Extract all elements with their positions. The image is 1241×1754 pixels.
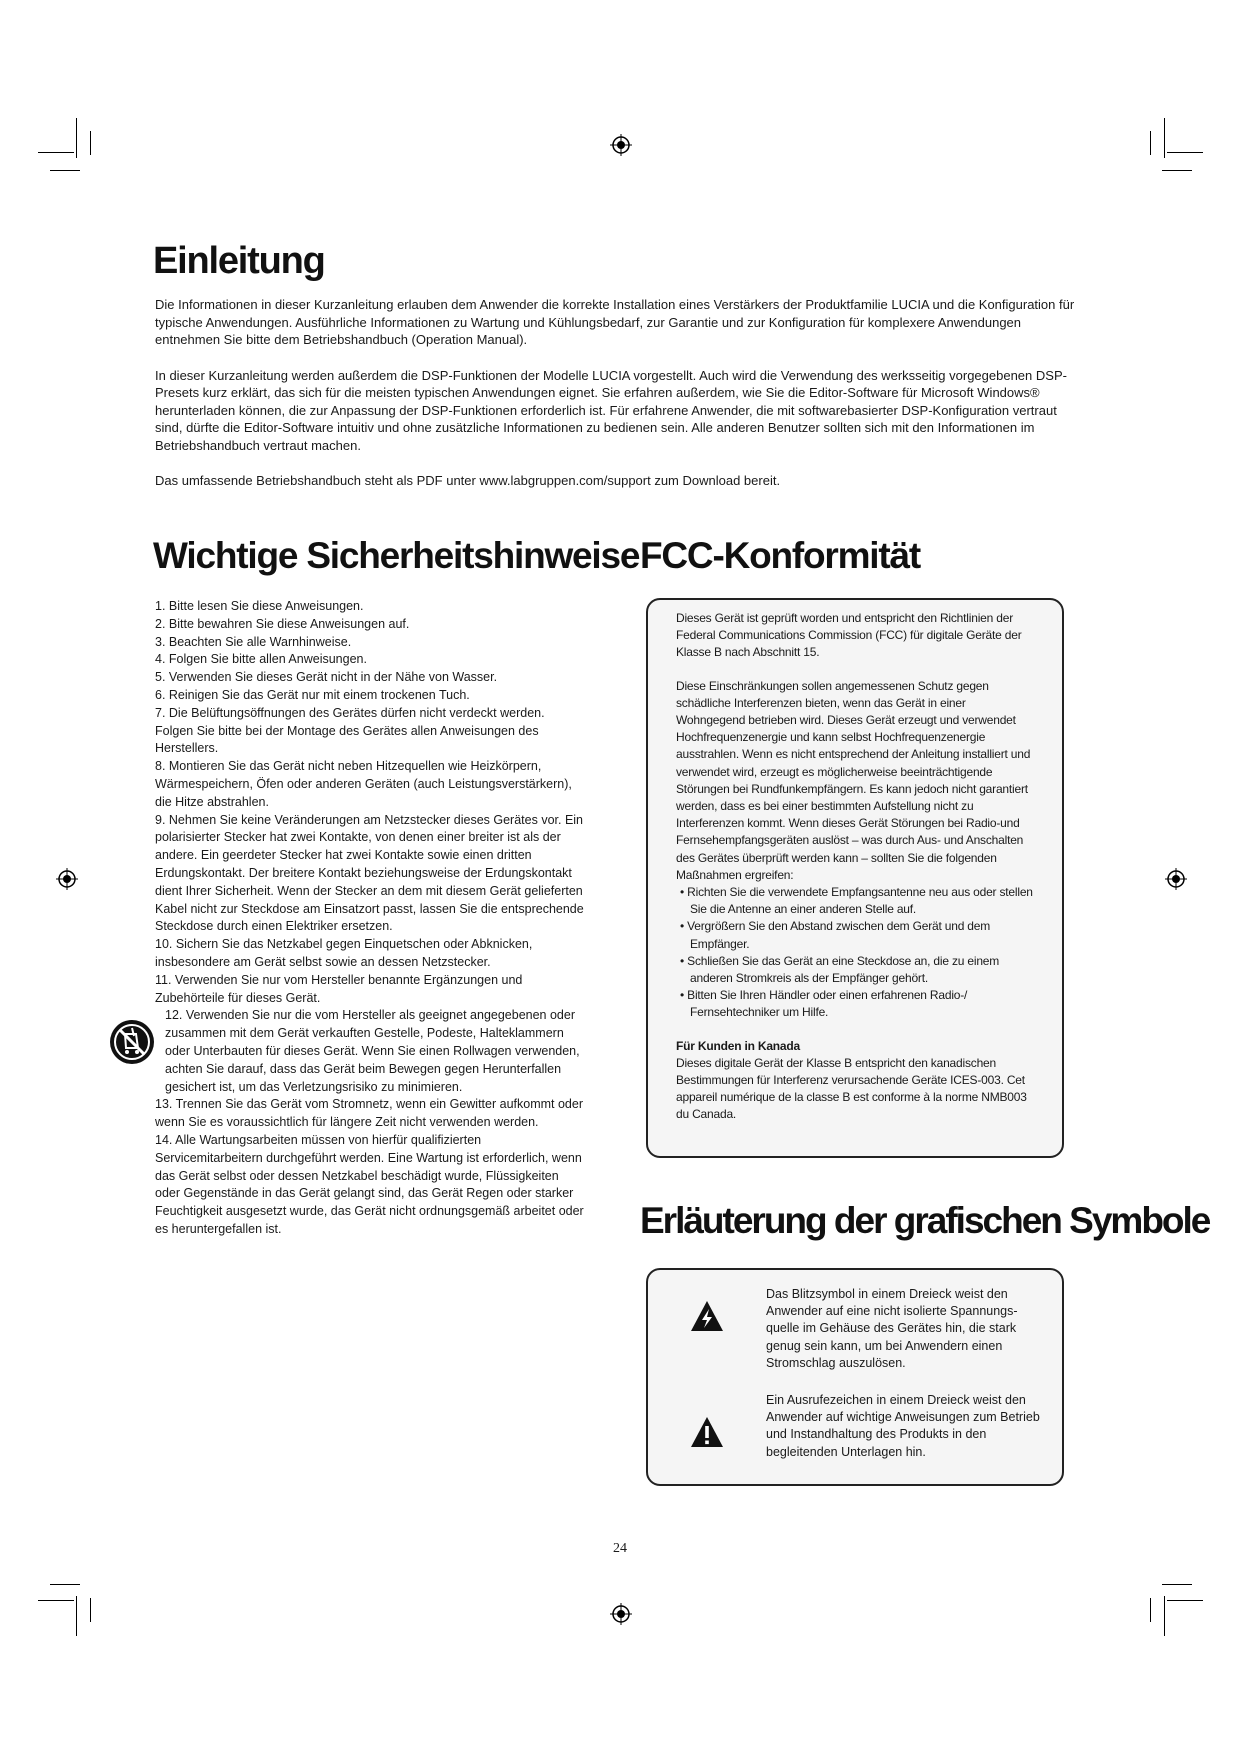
cart-warning-icon (108, 1018, 156, 1066)
safety-item: 13. Trennen Sie das Gerät vom Stromnetz, wenn ein Gewitter aufkommt oder wenn Sie es voraussichtlich für längere Zeit nicht verwenden werden. (155, 1097, 583, 1130)
exclamation-description: Ein Ausrufezeichen in einem Dreieck weist den Anwender auf wichtige Anweisungen zum Betrieb und Instandhaltung des Produkts in den begleitenden Unterlagen hin. (766, 1393, 1040, 1459)
lightning-description: Das Blitzsymbol in einem Dreieck weist den Anwender auf eine nicht isolierte Spannungs-quelle im Gehäuse des Gerätes hin, die stark genug sein kann, um bei Anwendern einen Stromschlag auszulösen. (766, 1287, 1018, 1370)
safety-item: 14. Alle Wartungsarbeiten müssen von hierfür qualifizierten Servicemitarbeitern durchgeführt werden. Eine Wartung ist erforderlich, wenn das Gerät selbst oder dessen Netzkabel beschädigt wurde, Flüssigkeiten oder Gegenstände in das Gerät gelangt sind, das Gerät Regen oder starker Feuchtigkeit ausgesetzt wurde, das Gerät nicht ordnungsgemäß arbeitet oder es heruntergefallen ist. (155, 1132, 584, 1236)
fcc-bullet: • Vergrößern Sie den Abstand zwischen dem Gerät und dem Empfänger. (676, 918, 1036, 952)
safety-item: 12. Verwenden Sie nur die vom Hersteller als geeignet angegebenen oder zusammen mit dem Gerät verkauften Gestelle, Podeste, Halteklammern oder Unterbauten für dieses Gerät. Wenn Sie einen Rollwagen verwenden, achten Sie darauf, dass das Gerät beim Bewegen gegen Herunterfallen gesichert ist, um das Verletzungsrisiko zu minimieren. (165, 1008, 580, 1094)
fcc-bullet-list (676, 884, 1036, 1022)
symbols-heading: Erläuterung der grafischen Symbole (640, 1200, 1210, 1241)
fcc-bullet: • Richten Sie die verwendete Empfangsantenne neu aus oder stellen Sie die Antenne an einer anderen Stelle auf. (676, 884, 1036, 918)
fcc-bullet: • Schließen Sie das Gerät an eine Steckdose an, die zu einem anderen Stromkreis als der Empfänger gehört. (676, 953, 1036, 987)
fcc-paragraph: Diese Einschränkungen sollen angemessenen Schutz gegen schädliche Interferenzen bieten, wenn das Gerät in einer Wohngegend betrieben wird. Dieses Gerät erzeugt und verwendet Hochfrequenzenergie und kann selbst Hochfrequenzenergie ausstrahlen. Wenn es nicht entsprechend der Anleitung installiert und verwendet wird, erzeugt es möglicherweise beeinträchtigende Störungen bei Rundfunkempfängern. Es kann jedoch nicht garantiert werden, dass es bei einer bestimmten Aufstellung nicht zu Interferenzen kommt. Wenn dieses Gerät Störungen bei Radio-und Fernsehempfangsgeräten auslöst – was durch Aus- und Anschalten des Gerätes überprüft werden kann – sollten Sie die folgenden Maßnahmen ergreifen: (676, 678, 1031, 882)
canada-heading: Für Kunden in Kanada (676, 1038, 801, 1053)
fcc-paragraph: Dieses Gerät ist geprüft worden und entspricht den Richtlinien der Federal Communications Commission (FCC) für digitale Geräte der Klasse B nach Abschnitt 15. (676, 611, 1022, 660)
safety-item: 4. Folgen Sie bitte allen Anweisungen. (155, 652, 367, 667)
intro-paragraph: In dieser Kurzanleitung werden außerdem die DSP-Funktionen der Modelle LUCIA vorgestellt. Auch wird die Verwendung des werksseitig vorgegebenen DSP-Presets kurz erklärt, das sich für die meisten typischen Anwendungen eignet. Sie erfahren außerdem, wie Sie die Editor-Software für Microsoft Windows® herunterladen können, die zur Anpassung der DSP-Funktionen erforderlich ist. Für erfahrene Anwender, die mit softwarebasierter DSP-Konfiguration vertraut sind, dürfte die Editor-Software intuitiv und ohne zusätzliche Informationen zu bedienen sein. Alle anderen Benutzer sollten sich mit den Informationen im Betriebshandbuch vertraut machen. (155, 367, 1067, 453)
intro-heading: Einleitung (153, 240, 325, 282)
safety-item: 9. Nehmen Sie keine Veränderungen am Netzstecker dieses Gerätes vor. Ein polarisierter Stecker hat zwei Kontakte, von denen einer breiter ist als der andere. Ein geerdeter Stecker hat zwei Kontakte sowie einen dritten Erdungskontakt. Der breitere Kontakt beziehungsweise der Erdungskontakt dient Ihrer Sicherheit. Wenn der Stecker an dem mit diesem Gerät gelieferten Kabel nicht zur Steckdose am Einsatzort passt, lassen Sie die entsprechende Steckdose durch einen Elektriker ersetzen. (155, 812, 584, 934)
safety-item: 2. Bitte bewahren Sie diese Anweisungen auf. (155, 616, 410, 631)
safety-item: 6. Reinigen Sie das Gerät nur mit einem trockenen Tuch. (155, 687, 470, 702)
exclamation-triangle-icon (690, 1416, 724, 1448)
registration-mark-icon (1165, 868, 1187, 890)
canada-text: Dieses digitale Gerät der Klasse B entspricht den kanadischen Bestimmungen für Interferenz verursachende Geräte ICES-003. Cet appareil numérique de la classe B est conforme à la norme NMB003 du Canada. (676, 1055, 1027, 1122)
registration-mark-icon (56, 868, 78, 890)
safety-item: 11. Verwenden Sie nur vom Hersteller benannte Ergänzungen und Zubehörteile für dieses Gerät. (155, 972, 523, 1005)
registration-mark-icon (610, 134, 632, 156)
fcc-box (646, 598, 1064, 1158)
intro-paragraph: Das umfassende Betriebshandbuch steht als PDF unter www.labgruppen.com/support zum Download bereit. (155, 473, 781, 488)
safety-item: 8. Montieren Sie das Gerät nicht neben Hitzequellen wie Heizkörpern, Wärmespeichern, Öfen oder anderen Geräten (auch Leistungsverstärkern), die Hitze abstrahlen. (155, 759, 572, 809)
safety-item: 7. Die Belüftungsöffnungen des Gerätes dürfen nicht verdeckt werden. Folgen Sie bitte bei der Montage des Gerätes allen Anweisungen des Herstellers. (155, 705, 545, 756)
safety-item: 5. Verwenden Sie dieses Gerät nicht in der Nähe von Wasser. (155, 670, 498, 685)
safety-item: 10. Sichern Sie das Netzkabel gegen Einquetschen oder Abknicken, insbesondere am Gerät selbst sowie an dessen Netzstecker. (155, 937, 533, 969)
lightning-triangle-icon (690, 1300, 724, 1332)
fcc-bullet: • Bitten Sie Ihren Händler oder einen erfahrenen Radio-/ Fernsehtechniker um Hilfe. (676, 987, 1036, 1021)
safety-heading: Wichtige Sicherheitshinweise (153, 535, 640, 576)
safety-list (155, 598, 585, 1239)
intro-body (155, 296, 1075, 508)
safety-item: 3. Beachten Sie alle Warnhinweise. (155, 634, 352, 649)
fcc-heading: FCC-Konformität (640, 535, 921, 576)
registration-mark-icon (610, 1603, 632, 1625)
safety-item: 1. Bitte lesen Sie diese Anweisungen. (155, 599, 364, 613)
symbols-box (646, 1268, 1064, 1486)
page-number: 24 (613, 1541, 627, 1556)
intro-paragraph: Die Informationen in dieser Kurzanleitung erlauben dem Anwender die korrekte Installation eines Verstärkers der Produktfamilie LUCIA und die Konfiguration für typische Anwendungen. Ausführliche Informationen zu Wartung und Kühlungsbedarf, zur Garantie und zur Konfiguration für komplexere Anwendungen entnehmen Sie bitte dem Betriebshandbuch (Operation Manual). (155, 297, 1075, 347)
